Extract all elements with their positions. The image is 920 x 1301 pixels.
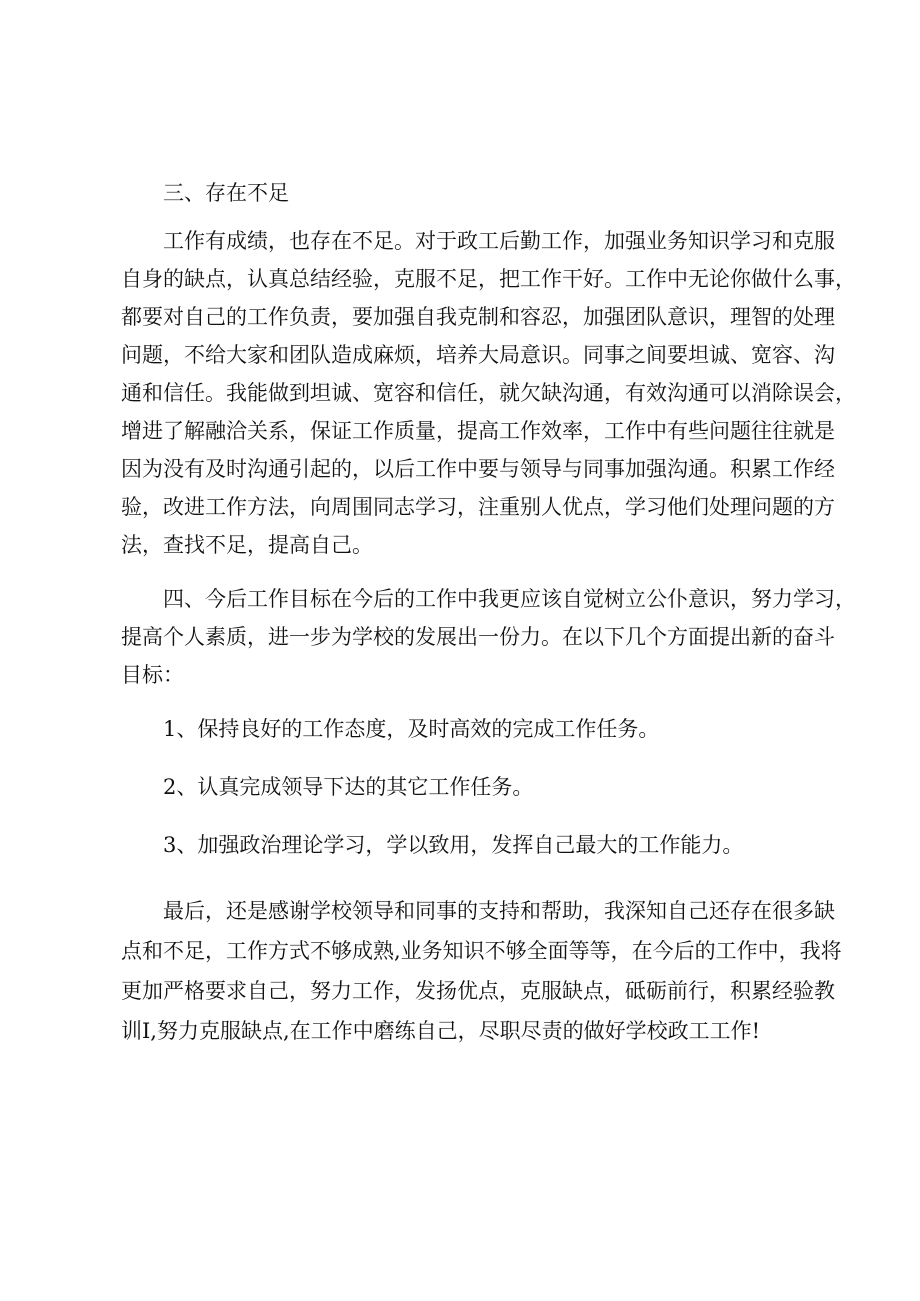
paragraph-line: 验，改进工作方法，向周围同志学习，注重别人优点，学习他们处理问题的方 bbox=[121, 495, 835, 519]
paragraph-line: 最后，还是感谢学校领导和同事的支持和帮助，我深知自己还存在很多缺 bbox=[163, 899, 835, 923]
section-heading: 三、存在不足 bbox=[163, 181, 289, 205]
paragraph-line: 问题，不给大家和团队造成麻烦，培养大局意识。同事之间要坦诚、宽容、沟 bbox=[121, 343, 835, 367]
paragraph-line: 更加严格要求自己，努力工作，发扬优点，克服缺点，砥砺前行，积累经验教 bbox=[121, 979, 835, 1003]
paragraph-line: 法，查找不足，提高自己。 bbox=[121, 533, 373, 557]
goal-list-item: 1、保持良好的工作态度，及时高效的完成工作任务。 bbox=[163, 717, 660, 741]
paragraph-line: 因为没有及时沟通引起的，以后工作中要与领导与同事加强沟通。积累工作经 bbox=[121, 457, 835, 481]
goal-list-item: 2、认真完成领导下达的其它工作任务。 bbox=[163, 775, 534, 799]
paragraph-line: 四、今后工作目标在今后的工作中我更应该自觉树立公仆意识，努力学习， bbox=[163, 587, 856, 611]
paragraph-line: 训I,努力克服缺点,在工作中磨练自己，尽职尽责的做好学校政工工作! bbox=[121, 1019, 761, 1043]
paragraph-line: 都要对自己的工作负责，要加强自我克制和容忍，加强团队意识，理智的处理 bbox=[121, 305, 835, 329]
paragraph-line: 提高个人素质，进一步为学校的发展出一份力。在以下几个方面提出新的奋斗 bbox=[121, 625, 835, 649]
goal-list-item: 3、加强政治理论学习，学以致用，发挥自己最大的工作能力。 bbox=[163, 833, 744, 857]
paragraph-line: 通和信任。我能做到坦诚、宽容和信任，就欠缺沟通，有效沟通可以消除误会， bbox=[121, 381, 856, 405]
paragraph-line: 增进了解融洽关系，保证工作质量，提高工作效率，工作中有些问题往往就是 bbox=[121, 419, 835, 443]
paragraph-line: 工作有成绩，也存在不足。对于政工后勤工作，加强业务知识学习和克服 bbox=[163, 229, 835, 253]
paragraph-line: 自身的缺点，认真总结经验，克服不足，把工作干好。工作中无论你做什么事， bbox=[121, 267, 856, 291]
paragraph-line: 目标： bbox=[121, 663, 184, 687]
paragraph-line: 点和不足，工作方式不够成熟,业务知识不够全面等等，在今后的工作中，我将 bbox=[121, 939, 842, 963]
